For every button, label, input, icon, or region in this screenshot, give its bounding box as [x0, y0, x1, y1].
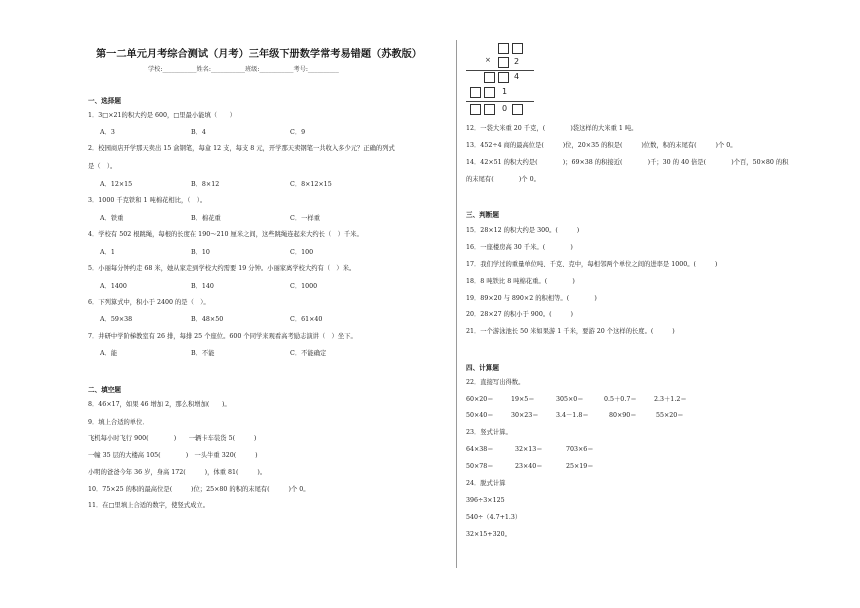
question-15: 15．28×12 的积大约是 300。( ) — [466, 227, 580, 234]
calc-item: 80×90＝ — [609, 412, 637, 419]
q4-option-b: B．10 — [191, 249, 210, 256]
calc-item: 305×0＝ — [556, 396, 584, 403]
question-21: 21．一个游泳池长 50 米如果游 1 千米，要游 20 个这样的长度。( ) — [466, 328, 675, 335]
question-20: 20．28×27 的积小于 900。( ) — [466, 311, 573, 318]
question-3: 3．1000 千克铁和 1 吨棉花相比，（ ）。 — [88, 197, 207, 204]
question-6: 6．下列算式中，积小于 2400 的是（ ）。 — [88, 299, 210, 306]
blank-box — [470, 104, 481, 115]
calc-expression: 396÷3×125 — [466, 497, 505, 504]
q1-option-c: C．9 — [290, 129, 306, 136]
digit-0: 0 — [502, 104, 508, 113]
calc-expression: 540÷（4.7+1.3） — [466, 514, 522, 521]
question-22: 22．直接写出得数。 — [466, 379, 525, 386]
calc-item: 60×20＝ — [466, 396, 494, 403]
section-judge-title: 三、判断题 — [466, 211, 499, 219]
calc-item: 55×20＝ — [656, 412, 684, 419]
question-12: 12．一袋大米重 20 千克，( )袋这样的大米重 1 吨。 — [466, 125, 638, 132]
q3-option-c: C．一样重 — [290, 215, 321, 222]
q2-option-a: A．12×15 — [100, 181, 133, 188]
question-1: 1．3□×21的积大约是 600，□里最小能填（ ） — [88, 112, 236, 119]
q7-option-c: C．不能确定 — [290, 350, 327, 357]
question-8: 8．46×17，如果 46 增加 2，那么积增加( )。 — [88, 401, 231, 408]
question-14: 14．42×51 的积大约是( )；69×38 的积接近( )千；30 的 40 倍是( )个百，50×80 的积 — [466, 159, 789, 166]
q1-option-a: A．3 — [100, 129, 115, 136]
question-18: 18．8 吨铁比 8 吨棉花重。( ) — [466, 278, 575, 285]
question-17: 17．我们学过的重量单位吨、千克、克中，每相邻两个单位之间的进率是 1000。( ) — [466, 261, 718, 268]
q5-option-c: C．1000 — [290, 283, 318, 290]
digit-1: 1 — [502, 87, 508, 96]
q6-option-b: B．48×50 — [191, 316, 224, 323]
blank-box — [484, 72, 495, 83]
q6-option-c: C．61×40 — [290, 316, 323, 323]
calc-item: 64×38＝ — [466, 446, 494, 453]
question-2: 2．校园商店开学那天卖出 15 盒钢笔，每盒 12 支，每支 8 元，开学那天卖钢笔一共收入多少元？正确的列式 — [88, 145, 395, 152]
question-10: 10．75×25 的积的最高位是( )位；25×80 的积的末尾有( )个 0。 — [88, 486, 310, 493]
digit-4: 4 — [514, 72, 520, 81]
calc-expression: 32×15+320。 — [466, 531, 511, 538]
blank-box — [470, 87, 481, 98]
section-calc-title: 四、计算题 — [466, 364, 499, 372]
q7-option-b: B．不能 — [191, 350, 215, 357]
q2-option-c: C．8×12×15 — [290, 181, 332, 188]
calc-line — [466, 70, 534, 71]
blank-box — [498, 72, 509, 83]
q2-option-b: B．8×12 — [191, 181, 220, 188]
blank-box — [498, 57, 509, 68]
blank-box — [484, 87, 495, 98]
question-24: 24．脱式计算 — [466, 480, 506, 487]
page-title: 第一二单元月考综合测试（月考）三年级下册数学常考易错题（苏教版） — [96, 49, 422, 60]
question-16: 16．一座楼房高 30 千米。( ) — [466, 244, 573, 251]
column-divider — [456, 40, 457, 568]
calc-item: 25×19＝ — [566, 463, 594, 470]
student-info-line: 学校:___________姓名:___________班级:___________考号:__________ — [148, 66, 339, 73]
question-9-line3: 小明的爸爸今年 36 岁，身高 172( )，体重 81( )。 — [88, 469, 267, 476]
q4-option-a: A．1 — [100, 249, 115, 256]
q4-option-c: C．100 — [290, 249, 314, 256]
q7-option-a: A．能 — [100, 350, 118, 357]
q5-option-b: B．140 — [191, 283, 214, 290]
blank-box — [512, 43, 523, 54]
calc-item: 3.4－1.8＝ — [556, 412, 589, 419]
q5-option-a: A．1400 — [100, 283, 127, 290]
question-7: 7．井研中学阶梯教室有 26 排，每排 25 个座位。600 个同学来观看高考励志演讲（ ）坐下。 — [88, 333, 357, 340]
blank-box — [484, 104, 495, 115]
q6-option-a: A．59×38 — [100, 316, 133, 323]
question-5: 5．小丽每分钟约走 68 米，她从家走到学校大约需要 19 分钟。小丽家离学校大约有（ ）米。 — [88, 265, 356, 272]
question-23: 23．竖式计算。 — [466, 429, 512, 436]
question-9-line2: 一幢 35 层的大楼高 105( ) 一头牛重 320( ) — [88, 452, 258, 459]
question-4: 4．学校有 502 根跳绳，每根的长度在 190～210 厘米之间，这些跳绳连起来大约长（ ）千米。 — [88, 231, 363, 238]
question-14-cont: 的末尾有( )个 0。 — [466, 176, 540, 183]
calc-item: 2.3＋1.2＝ — [654, 396, 687, 403]
calc-line — [466, 101, 534, 102]
calc-item: 19×5＝ — [511, 396, 535, 403]
blank-box — [512, 104, 523, 115]
calc-item: 30×23＝ — [511, 412, 539, 419]
calc-item: 32×13＝ — [515, 446, 543, 453]
section-fill-title: 二、填空题 — [88, 386, 121, 394]
blank-box — [498, 43, 509, 54]
multiply-sign: × — [485, 56, 491, 64]
q3-option-a: A．铁重 — [100, 215, 124, 222]
question-13: 13．452÷4 商的最高位是( )位，20×35 的积是( )位数，积的末尾有( )个 0。 — [466, 142, 737, 149]
calc-item: 0.5＋0.7＝ — [604, 396, 637, 403]
question-9: 9．填上合适的单位． — [88, 419, 149, 426]
question-19: 19．89×20 与 890×2 的积相等。( ) — [466, 295, 597, 302]
question-2-cont: 是（ ）。 — [88, 163, 117, 170]
section-choice-title: 一、选择题 — [88, 97, 121, 105]
digit-2: 2 — [514, 57, 520, 66]
q1-option-b: B．4 — [191, 129, 206, 136]
calc-item: 703×6＝ — [566, 446, 594, 453]
question-11: 11．在□里填上合适的数字，使竖式成立。 — [88, 502, 210, 509]
question-9-line1: 飞机每小时飞行 900( ) 一辆卡车装货 5( ) — [88, 435, 257, 442]
calc-item: 50×40＝ — [466, 412, 494, 419]
calc-item: 50×78＝ — [466, 463, 494, 470]
calc-item: 23×40＝ — [515, 463, 543, 470]
q3-option-b: B．棉花重 — [191, 215, 221, 222]
